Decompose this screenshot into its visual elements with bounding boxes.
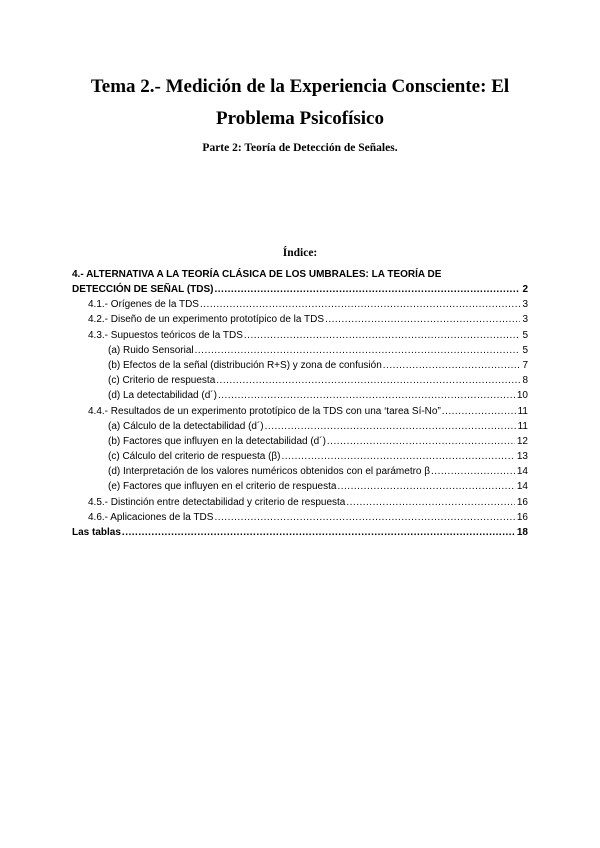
dot-leader: [337, 479, 514, 494]
toc-entry-4-6[interactable]: [72, 510, 528, 525]
dot-leader: [442, 404, 516, 419]
dot-leader: [200, 297, 520, 312]
toc-entry-label: 4.1.- Orígenes de la TDS: [88, 299, 199, 311]
toc-entry-4-2[interactable]: [72, 312, 528, 327]
toc-page-number: 16: [516, 496, 528, 508]
toc-page-number: 12: [516, 435, 528, 447]
toc-entry-label: (b) Factores que influyen en la detectabilidad (d´): [108, 435, 326, 447]
toc-entry-4-4-a[interactable]: [72, 419, 528, 434]
toc-page-number: 14: [516, 466, 528, 478]
toc-entry-4-3-a[interactable]: [72, 343, 528, 358]
toc-entry-label-line-2: DETECCIÓN DE SEÑAL (TDS): [72, 284, 214, 295]
document-subtitle: Parte 2: Teoría de Detección de Señales.: [202, 142, 398, 154]
dot-leader: [346, 495, 515, 510]
dot-leader: [327, 434, 515, 449]
toc-entry-label: 4.4.- Resultados de un experimento prototípico de la TDS con una ‘tarea Sí-No”: [88, 405, 441, 417]
toc-page-number: 5: [522, 329, 528, 341]
toc-entry-label: (c) Cálculo del criterio de respuesta (β): [108, 451, 281, 463]
toc-entry-label-line-1: 4.- ALTERNATIVA A LA TEORÍA CLÁSICA DE LOS UMBRALES: LA TEORÍA DE: [72, 269, 442, 280]
toc-page-number: 5: [522, 344, 528, 356]
toc-page-number: 10: [516, 390, 528, 402]
toc-page-number: 2: [522, 284, 528, 295]
toc-entry-4-3[interactable]: [72, 328, 528, 343]
index-heading: Índice:: [282, 247, 318, 259]
toc-entry-4-3-c[interactable]: [72, 373, 528, 388]
table-of-contents: [72, 268, 528, 540]
toc-entry-label: Las tablas: [72, 527, 121, 538]
toc-entry-line-2: [72, 282, 528, 297]
toc-page-number: 13: [516, 451, 528, 463]
dot-leader: [122, 525, 515, 540]
toc-page-number: 3: [522, 299, 528, 311]
toc-entry-4-3-b[interactable]: [72, 358, 528, 373]
toc-entry-label: 4.3.- Supuestos teóricos de la TDS: [88, 329, 243, 341]
dot-leader: [215, 282, 521, 297]
toc-page-number: 18: [516, 527, 528, 538]
toc-entry-4-5[interactable]: [72, 495, 528, 510]
dot-leader: [195, 343, 521, 358]
dot-leader: [281, 449, 514, 464]
dot-leader: [431, 464, 515, 479]
document-title-line-1: Tema 2.- Medición de la Experiencia Consciente: El: [90, 76, 510, 97]
document-title-line-2: Problema Psicofísico: [216, 108, 384, 129]
toc-entry-4-4-b[interactable]: [72, 434, 528, 449]
dot-leader: [325, 312, 520, 327]
toc-entry-label: 4.6.- Aplicaciones de la TDS: [88, 511, 214, 523]
toc-page-number: 16: [516, 511, 528, 523]
toc-page-number: 7: [522, 359, 528, 371]
toc-entry-4-4[interactable]: [72, 404, 528, 419]
dot-leader: [216, 373, 520, 388]
toc-entry-label: (c) Criterio de respuesta: [108, 375, 216, 387]
toc-entry-las-tablas[interactable]: [72, 525, 528, 540]
dot-leader: [265, 419, 516, 434]
dot-leader: [214, 510, 514, 525]
toc-entry-4-4-c[interactable]: [72, 449, 528, 464]
toc-entry-label: (d) La detectabilidad (d´): [108, 390, 217, 402]
toc-page-number: 3: [522, 314, 528, 326]
toc-entry-4-3-d[interactable]: [72, 388, 528, 403]
toc-entry-4-4-d[interactable]: [72, 464, 528, 479]
toc-entry-label: (b) Efectos de la señal (distribución R+S) y zona de confusión: [108, 359, 382, 371]
toc-entry-label: (d) Interpretación de los valores numéricos obtenidos con el parámetro β: [108, 466, 431, 478]
toc-entry-label: 4.5.- Distinción entre detectabilidad y criterio de respuesta: [88, 496, 346, 508]
toc-entry-label: (a) Cálculo de la detectabilidad (d´): [108, 420, 264, 432]
toc-page-number: 14: [516, 481, 528, 493]
toc-entry-4-1[interactable]: [72, 297, 528, 312]
toc-page-number: 8: [522, 375, 528, 387]
toc-entry-label: 4.2.- Diseño de un experimento prototípico de la TDS: [88, 314, 325, 326]
dot-leader: [218, 388, 515, 403]
dot-leader: [244, 328, 521, 343]
toc-page-number: 11: [517, 420, 528, 432]
toc-page-number: 11: [517, 405, 528, 417]
toc-entry-label: (e) Factores que influyen en el criterio de respuesta: [108, 481, 337, 493]
toc-entry-4-4-e[interactable]: [72, 479, 528, 494]
toc-entry-section-4[interactable]: [72, 268, 528, 297]
dot-leader: [383, 358, 521, 373]
toc-entry-label: (a) Ruido Sensorial: [108, 344, 194, 356]
